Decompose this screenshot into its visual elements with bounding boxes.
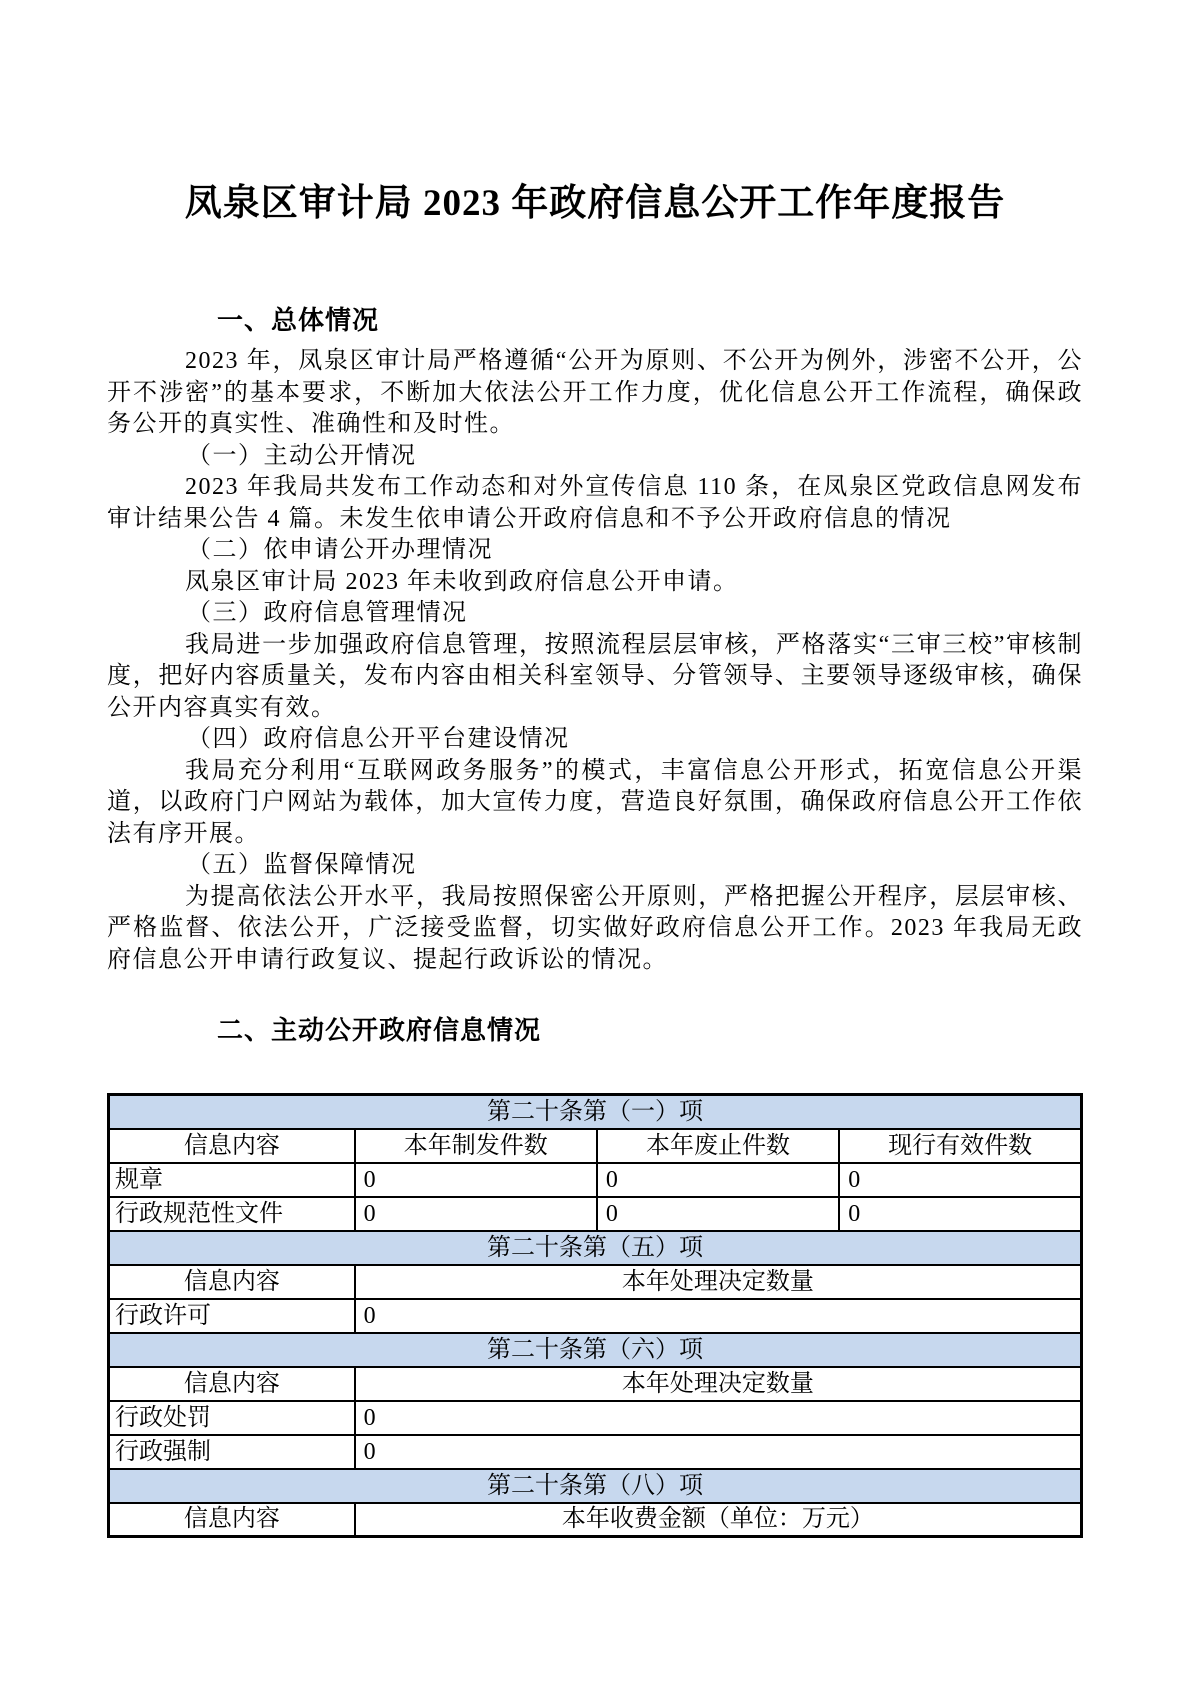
sub-heading: （三）政府信息管理情况 bbox=[187, 600, 468, 626]
sub-heading: （二）依申请公开办理情况 bbox=[187, 537, 493, 563]
body-paragraph: 我局进一步加强政府信息管理，按照流程层层审核，严格落实“三审三校”审核制度，把好内容质量关，发布内容由相关科室领导、分管领导、主要领导逐级审核，确保公开内容真实有效。 bbox=[107, 631, 1083, 721]
column-header: 本年处理决定数量 bbox=[355, 1265, 1082, 1299]
table-band-row bbox=[109, 1469, 1082, 1503]
table-row bbox=[109, 1197, 1082, 1231]
section-heading-proactive-disclosure: 二、主动公开政府信息情况 bbox=[217, 1016, 542, 1045]
column-header: 信息内容 bbox=[109, 1367, 355, 1401]
cell-value: 0 bbox=[355, 1435, 1082, 1469]
body-paragraph: 2023 年，凤泉区审计局严格遵循“公开为原则、不公开为例外，涉密不公开，公开不涉密”的基本要求，不断加大依法公开工作力度，优化信息公开工作流程，确保政务公开的真实性、准确性和及时性。 bbox=[107, 348, 1083, 437]
table-header-row bbox=[109, 1503, 1082, 1537]
column-header: 本年处理决定数量 bbox=[355, 1367, 1082, 1401]
band-article-20-6: 第二十条第（六）项 bbox=[109, 1333, 1082, 1367]
body-paragraph: 为提高依法公开水平，我局按照保密公开原则，严格把握公开程序，层层审核、严格监督、依法公开，广泛接受监督，切实做好政府信息公开工作。2023 年我局无政府信息公开申请行政复议、提起行政诉讼的情况。 bbox=[107, 883, 1083, 973]
table-header-row bbox=[109, 1367, 1082, 1401]
band-article-20-8: 第二十条第（八）项 bbox=[109, 1469, 1082, 1503]
section-body-overview bbox=[107, 346, 1083, 976]
cell-value: 0 bbox=[355, 1299, 1082, 1333]
table-row bbox=[109, 1299, 1082, 1333]
table-row bbox=[109, 1163, 1082, 1197]
table-band-row bbox=[109, 1095, 1082, 1129]
row-label: 行政强制 bbox=[109, 1435, 355, 1469]
cell-value: 0 bbox=[839, 1163, 1081, 1197]
table-header-row bbox=[109, 1129, 1082, 1163]
column-header: 本年废止件数 bbox=[597, 1129, 839, 1163]
cell-value: 0 bbox=[355, 1197, 597, 1231]
row-label: 行政许可 bbox=[109, 1299, 355, 1333]
column-header: 信息内容 bbox=[109, 1503, 355, 1537]
sub-heading: （五）监督保障情况 bbox=[187, 852, 417, 878]
band-article-20-5: 第二十条第（五）项 bbox=[109, 1231, 1082, 1265]
column-header: 本年制发件数 bbox=[355, 1129, 597, 1163]
row-label: 行政规范性文件 bbox=[109, 1197, 355, 1231]
table-row bbox=[109, 1435, 1082, 1469]
column-header: 信息内容 bbox=[109, 1129, 355, 1163]
cell-value: 0 bbox=[839, 1197, 1081, 1231]
table-row bbox=[109, 1401, 1082, 1435]
row-label: 规章 bbox=[109, 1163, 355, 1197]
disclosure-statistics-table bbox=[107, 1093, 1083, 1538]
row-label: 行政处罚 bbox=[109, 1401, 355, 1435]
cell-value: 0 bbox=[355, 1163, 597, 1197]
cell-value: 0 bbox=[597, 1197, 839, 1231]
band-article-20-1: 第二十条第（一）项 bbox=[109, 1095, 1082, 1129]
body-paragraph: 凤泉区审计局 2023 年未收到政府信息公开申请。 bbox=[185, 568, 739, 595]
sub-heading: （四）政府信息公开平台建设情况 bbox=[187, 726, 570, 752]
table-header-row bbox=[109, 1265, 1082, 1299]
table-band-row bbox=[109, 1231, 1082, 1265]
cell-value: 0 bbox=[597, 1163, 839, 1197]
body-paragraph: 2023 年我局共发布工作动态和对外宣传信息 110 条，在凤泉区党政信息网发布审计结果公告 4 篇。未发生依申请公开政府信息和不予公开政府信息的情况 bbox=[107, 474, 1083, 532]
sub-heading: （一）主动公开情况 bbox=[187, 442, 417, 469]
cell-value: 0 bbox=[355, 1401, 1082, 1435]
table-band-row bbox=[109, 1333, 1082, 1367]
section-heading-overview: 一、总体情况 bbox=[217, 306, 380, 335]
document-title: 凤泉区审计局 2023 年政府信息公开工作年度报告 bbox=[184, 183, 1006, 224]
column-header: 本年收费金额（单位：万元） bbox=[355, 1503, 1082, 1537]
column-header: 现行有效件数 bbox=[839, 1129, 1081, 1163]
column-header: 信息内容 bbox=[109, 1265, 355, 1299]
body-paragraph: 我局充分利用“互联网政务服务”的模式，丰富信息公开形式，拓宽信息公开渠道，以政府门户网站为载体，加大宣传力度，营造良好氛围，确保政府信息公开工作依法有序开展。 bbox=[107, 757, 1083, 847]
